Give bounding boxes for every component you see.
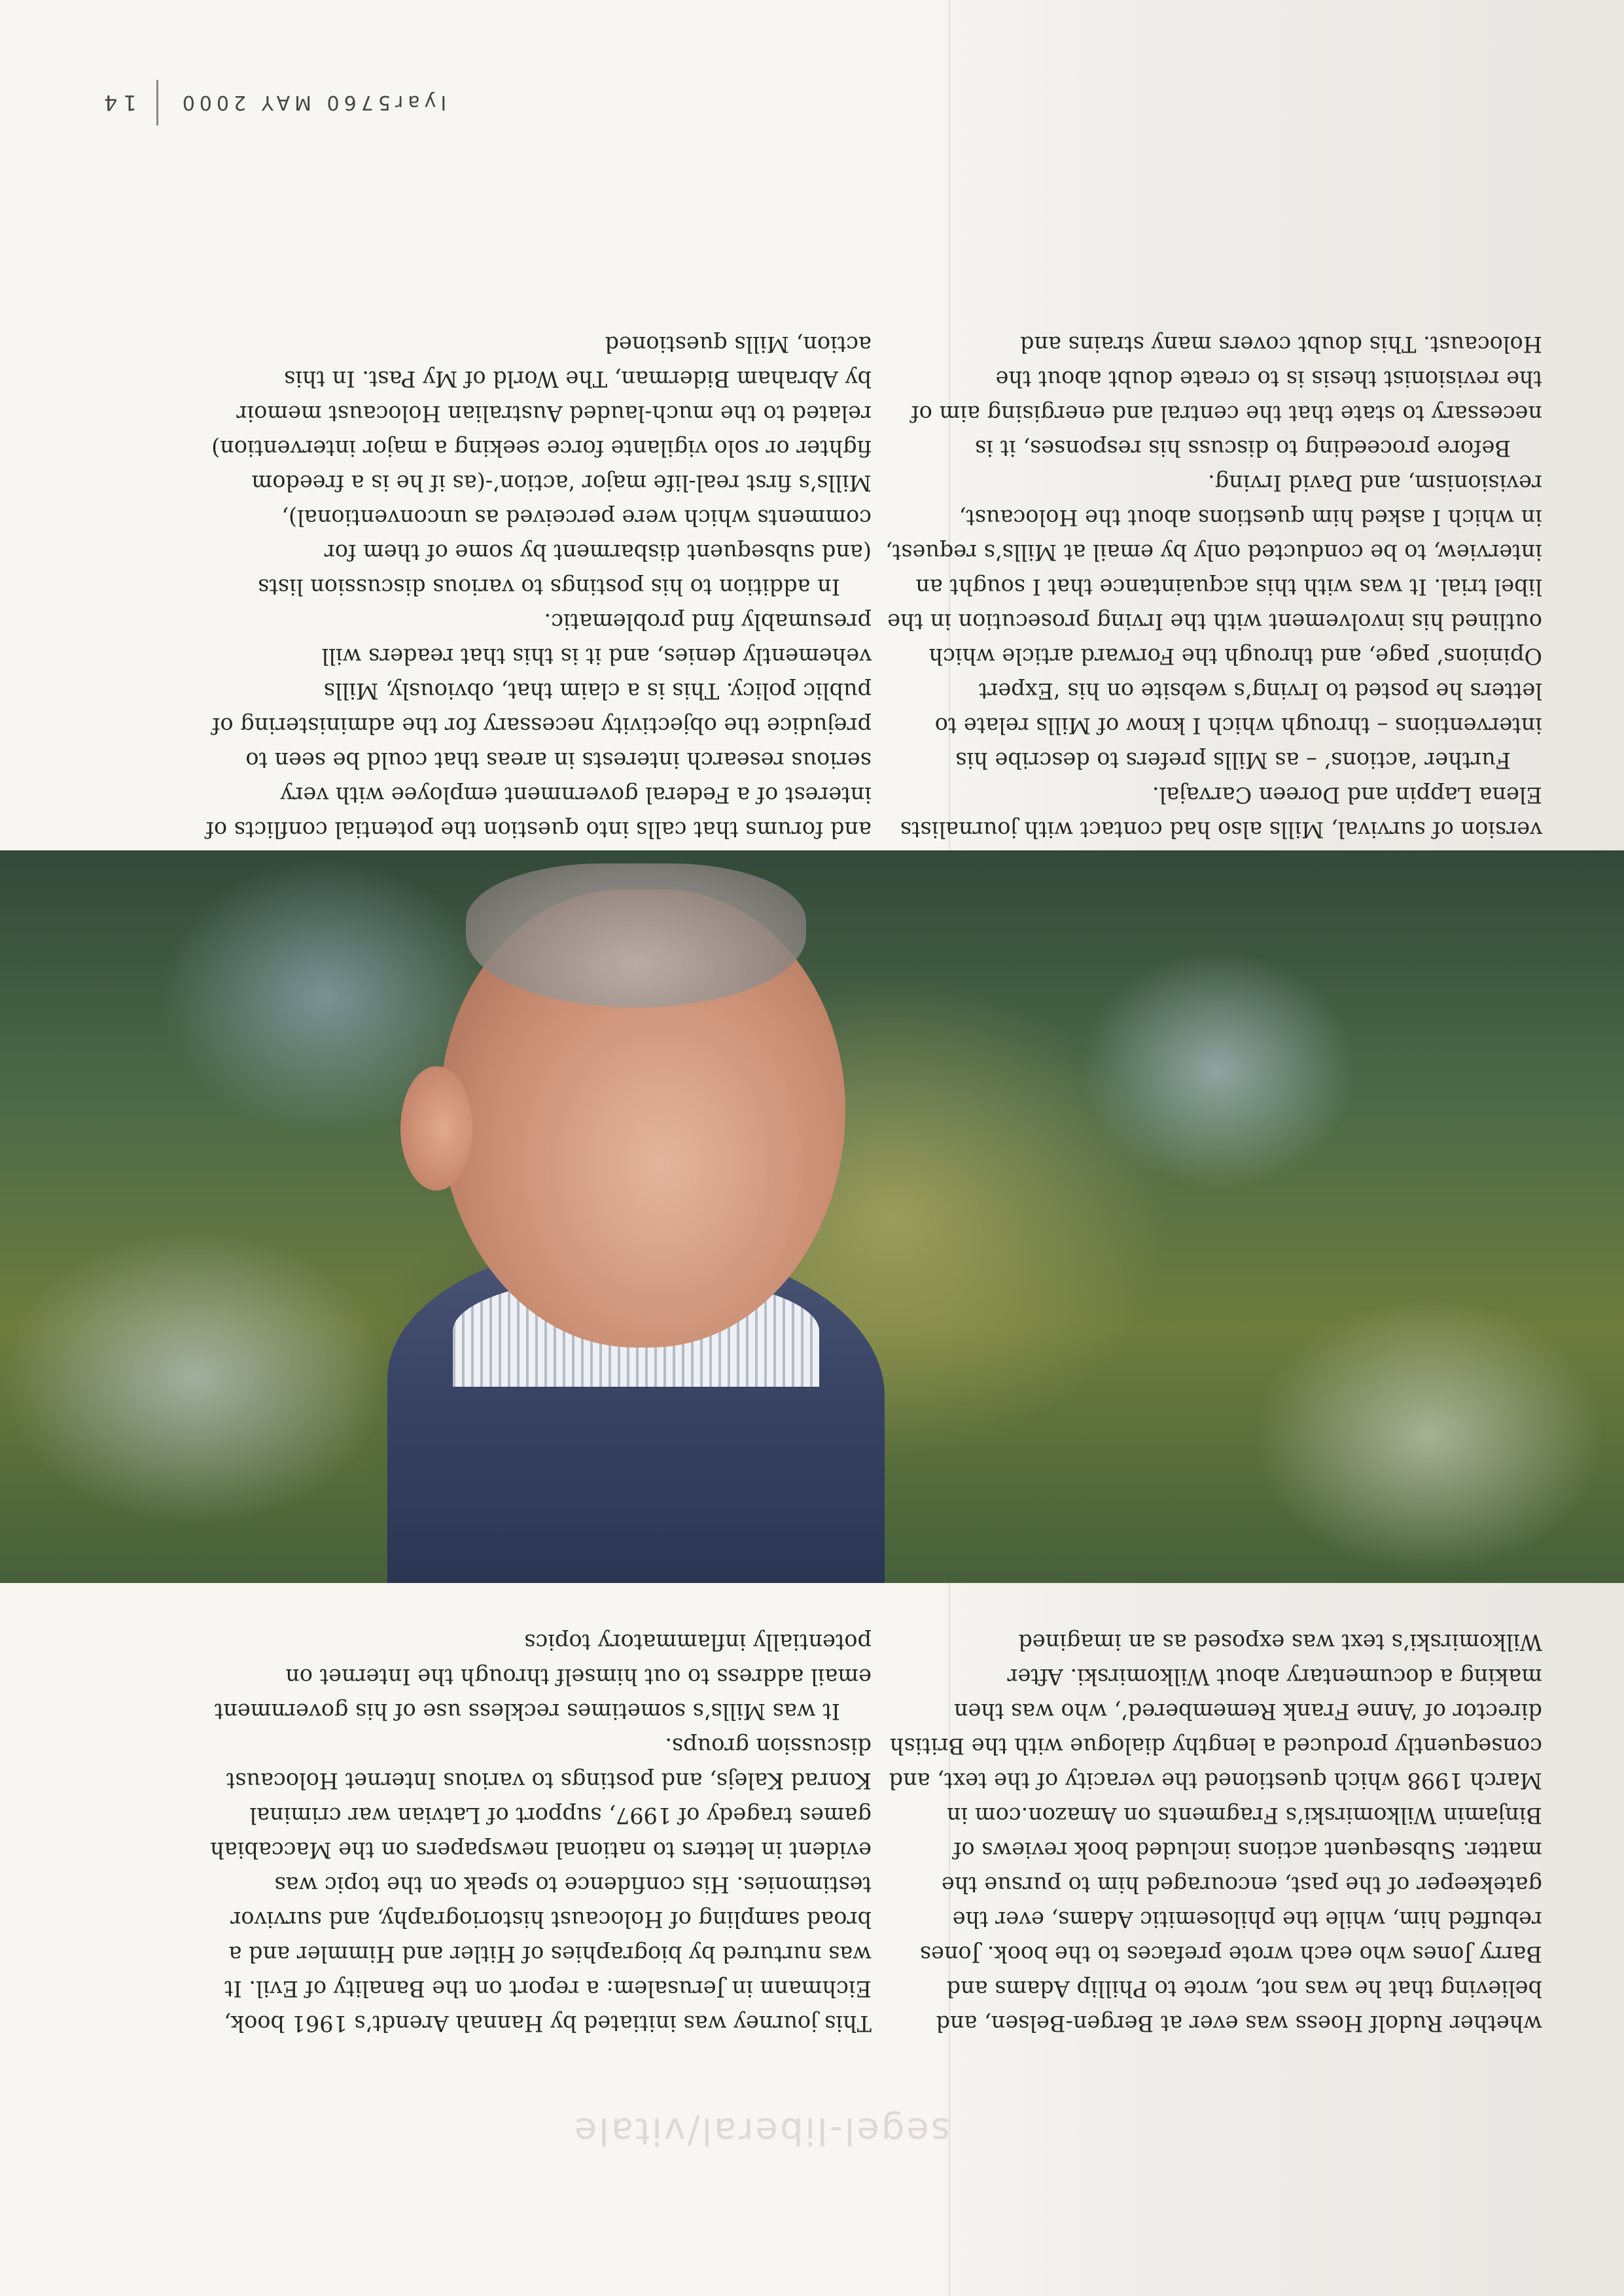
photo-ear — [400, 1066, 472, 1191]
paragraph: In addition to his postings to various discussion lists (and subsequent disbarment by some of them for comments which were perceived as unconventional), Mills’s first real-life major ‘action’-(as if he is a freedom fighter or solo vigilante force seeking a major intervention) related to the much-lauded Australian Holocaust memoir by Abraham Biderman, The World of My Past. In this action, Mills questioned — [211, 332, 872, 600]
portrait-photo — [0, 850, 1624, 1583]
photo-hair — [466, 863, 806, 1007]
section-header: segel-liberal/vitale — [572, 2110, 950, 2152]
left-column-top — [881, 327, 1542, 847]
paragraph: version of survival, Mills also had contact with journalists Elena Lappin and Doreen Carvajal. — [900, 782, 1542, 843]
right-column-top — [204, 327, 872, 847]
left-column-bottom — [881, 1625, 1542, 2041]
paragraph: whether Rudolf Hoess was ever at Bergen-Belsen, and believing that he was not, wrote to Phillip Adams and Barry Jones who each wrote prefaces to the book. Jones rebuffed him, while the philosemitic Adams, ever the gatekeeper of the past, encouraged him to pursue the matter. Subsequent actions included book reviews of Binjamin Wilkomirski’s Fragments on Amazon.com in March 1998 which questioned the veracity of the text, and consequently produced a lengthy dialogue with the British director of ‘Anne Frank Remembered’, who was then making a documentary about Wilkomirski. After Wilkomirski’s text was exposed as an imagined — [889, 1629, 1542, 2036]
header-divider — [156, 80, 158, 126]
page-number: 14 — [98, 90, 137, 115]
running-header — [98, 73, 446, 132]
paragraph: Before proceeding to discuss his responses, it is necessary to state that the central and energising aim of the revisionist thesis is to create doubt about the Holocaust. This doubt covers many strains and — [911, 332, 1542, 461]
right-column-bottom — [204, 1625, 872, 2041]
paragraph: and forums that calls into question the potential conflicts of interest of a Federal government employee with very serious research interests in areas that could be seen to prejudice the objectivity necessary for the administering of public policy. This is a claim that, obviously, Mills vehemently denies, and it is this that readers will presumably find problematic. — [205, 609, 872, 843]
paragraph: Further ‘actions’ – as Mills prefers to describe his interventions – through which I know of Mills relate to letters he posted to Irving’s website on his ‘Expert Opinions’ page, and through the Forward article which outlined his involvement with the Irving prosecution in the libel trial. It was with this acquaintance that I sought an interview, to be conducted only by email at Mills’s request, in which I asked him questions about the Holocaust, revisionism, and David Irving. — [885, 470, 1542, 773]
paragraph: It was Mills’s sometimes reckless use of his government email address to out himself through the Internet on potentially inflammatory topics — [214, 1629, 872, 1724]
issue-date: Iyar5760 MAY 2000 — [177, 91, 447, 114]
paragraph: This journey was initiated by Hannah Arendt’s 1961 book, Eichmann in Jerusalem: a report on the Banality of Evil. It was nurtured by biographies of Hitler and Himmler and a broad sampling of Holocaust historiography, and survivor testimonies. His confidence to speak on the topic was evident in letters to national newspapers on the Maccabiah games tragedy of 1997, support of Latvian war criminal Konrad Kalejs, and postings to various Internet Holocaust discussion groups. — [210, 1733, 872, 2036]
